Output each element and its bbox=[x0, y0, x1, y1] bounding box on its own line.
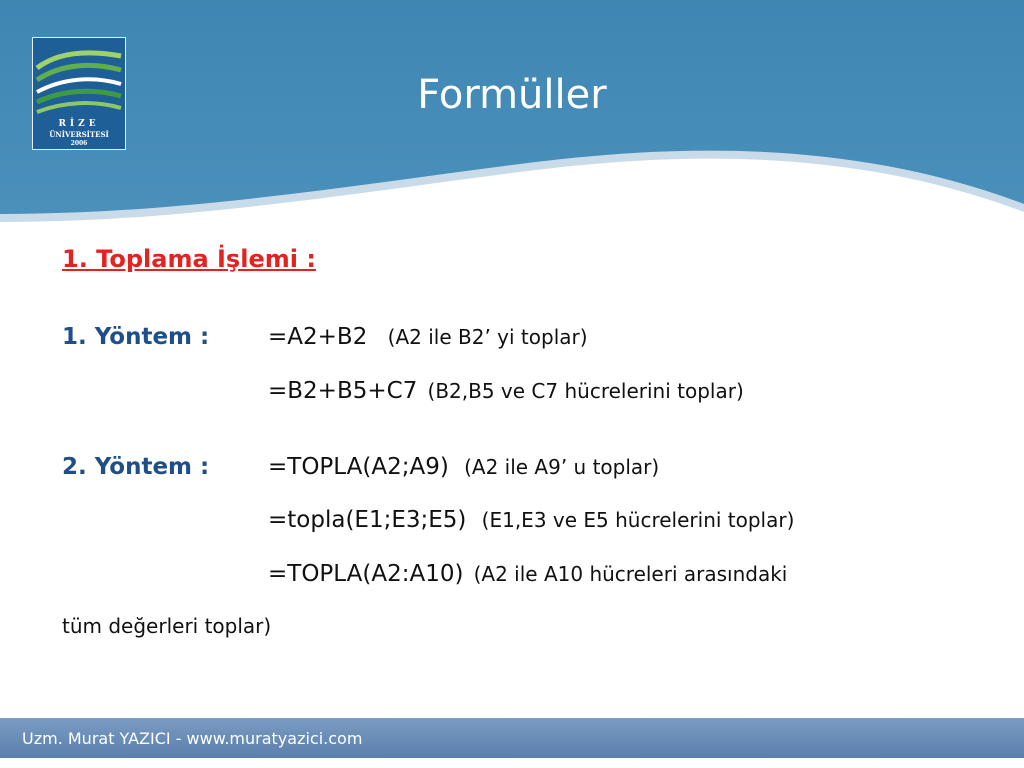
method-2-label: 2. Yöntem : bbox=[62, 454, 210, 480]
slide-title: Formüller bbox=[417, 72, 607, 118]
formula: =A2+B2 bbox=[268, 324, 368, 350]
method-1-line-2 bbox=[268, 378, 744, 404]
method-2-continuation: tüm değerleri toplar) bbox=[62, 614, 272, 638]
formula: =TOPLA(A2:A10) bbox=[268, 561, 464, 587]
method-1-label: 1. Yöntem : bbox=[62, 324, 210, 350]
formula-note: (E1,E3 ve E5 hücrelerini toplar) bbox=[481, 508, 795, 532]
formula-note: (A2 ile A9’ u toplar) bbox=[464, 455, 660, 479]
formula: =TOPLA(A2;A9) bbox=[268, 454, 449, 480]
logo-line-3: 2006 bbox=[70, 140, 88, 147]
method-1-line-1 bbox=[268, 324, 588, 350]
formula-note: (B2,B5 ve C7 hücrelerini toplar) bbox=[427, 379, 744, 403]
formula: =B2+B5+C7 bbox=[268, 378, 418, 404]
formula: =topla(E1;E3;E5) bbox=[268, 507, 467, 533]
footer-bar bbox=[0, 718, 1024, 758]
method-2-line-3 bbox=[268, 561, 787, 587]
method-2-line-2 bbox=[268, 507, 794, 533]
logo-line-1: RİZE bbox=[58, 119, 100, 129]
section-heading: 1. Toplama İşlemi : bbox=[62, 245, 316, 273]
footer-text: Uzm. Murat YAZICI - www.muratyazici.com bbox=[22, 729, 363, 748]
formula-note: (A2 ile B2’ yi toplar) bbox=[387, 325, 588, 349]
method-2-line-1 bbox=[268, 454, 659, 480]
formula-note: (A2 ile A10 hücreleri arasındaki bbox=[473, 562, 788, 586]
logo-line-2: ÜNİVERSİTESİ bbox=[49, 130, 109, 139]
